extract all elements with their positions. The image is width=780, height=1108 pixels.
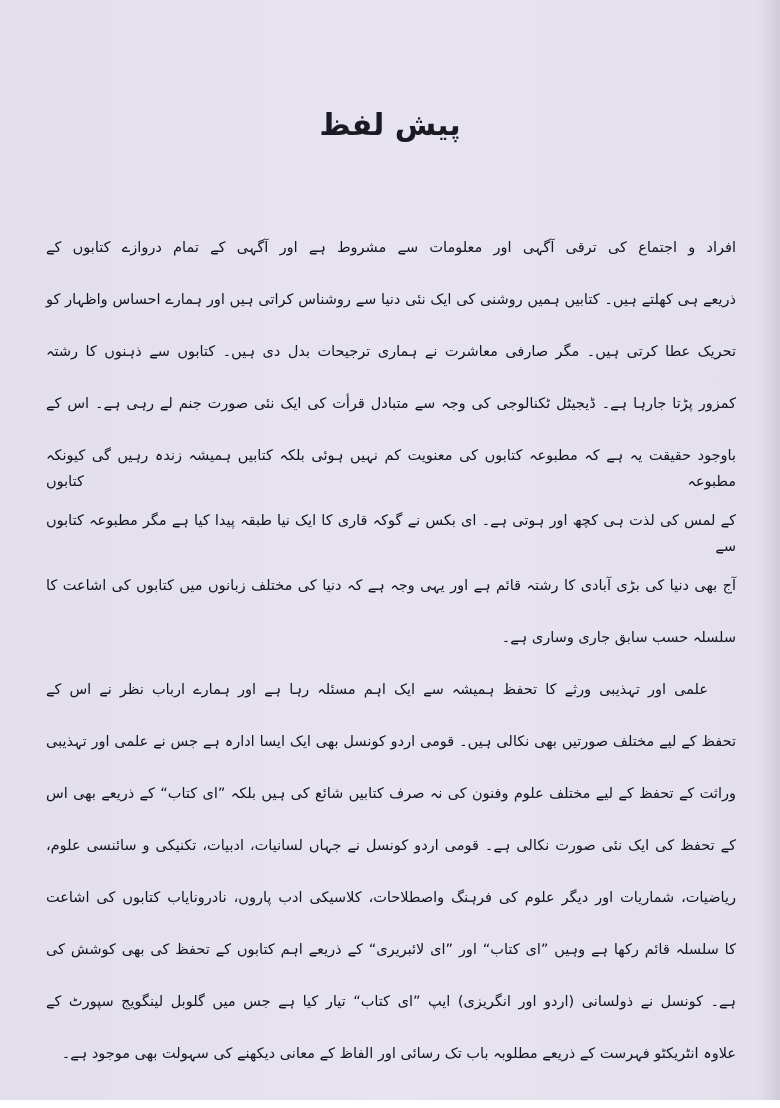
- text-line: افراد و اجتماع کی ترقی آگہی اور معلومات سے مشروط ہے اور آگہی کے تمام دروازے کتابوں کے: [46, 240, 736, 256]
- text-line: باوجود حقیقت یہ ہے کہ مطبوعہ کتابوں کی معنویت کم نہیں ہوئی بلکہ کتابیں ہمیشہ زندہ رہیں گی کیونکہ مطبوعہ کتابوں: [46, 448, 736, 490]
- page-title: پیش لفظ: [319, 108, 461, 143]
- text-line: سلسلہ حسب سابق جاری وساری ہے۔: [501, 630, 736, 646]
- text-line: تحریک عطا کرتی ہیں۔ مگر صارفی معاشرت نے ہماری ترجیحات بدل دی ہیں۔ کتابوں سے ذہنوں کا رشتہ: [46, 344, 736, 360]
- text-line: ریاضیات، شماریات اور دیگر علوم کی فرہنگ واصطلاحات، کلاسیکی ادب پاروں، نادرونایاب کتابوں کی اشاعت: [46, 890, 736, 906]
- text-line: علمی اور تہذیبی ورثے کا تحفظ ہمیشہ سے ایک اہم مسئلہ رہا ہے اور ہمارے ارباب نظر نے اس کے: [46, 682, 708, 698]
- text-line: کا سلسلہ قائم رکھا ہے وہیں ”ای کتاب“ اور ”ای لائبریری“ کے ذریعے اہم کتابوں کے تحفظ کی بھی کوشش کی: [46, 942, 736, 958]
- text-line: تحفظ کے لیے مختلف صورتیں بھی نکالی ہیں۔ قومی اردو کونسل بھی ایک ایسا ادارہ ہے جس نے علمی اور تہذیبی: [46, 734, 736, 750]
- preface-body: [46, 222, 736, 1080]
- text-line: علاوہ انٹریکٹو فہرست کے ذریعے مطلوبہ باب تک رسائی اور الفاظ کے معانی دیکھنے کی سہولت بھی موجود ہے۔: [61, 1046, 736, 1062]
- text-line: ذریعے ہی کھلتے ہیں۔ کتابیں ہمیں روشنی کی ایک نئی دنیا سے روشناس کراتی ہیں اور ہمارے احساس واظہار کو: [46, 292, 736, 308]
- text-line: ہے۔ کونسل نے ذولسانی (اردو اور انگریزی) ایپ ”ای کتاب“ تیار کیا ہے جس میں گلوبل لینگویج سپورٹ کے: [46, 994, 736, 1010]
- text-line: کے تحفظ کی ایک نئی صورت نکالی ہے۔ قومی اردو کونسل نے جہاں لسانیات، ادبیات، تکنیکی و سائنسی علوم،: [46, 838, 736, 854]
- text-line: کے لمس کی لذت ہی کچھ اور ہوتی ہے۔ ای بکس نے گوکہ قاری کا ایک نیا طبقہ پیدا کیا ہے مگر مطبوعہ کتابوں سے: [46, 513, 736, 555]
- text-line: آج بھی دنیا کی بڑی آبادی کا رشتہ قائم ہے اور یہی وجہ ہے کہ دنیا کی مختلف زبانوں میں کتابوں کی اشاعت کا: [46, 578, 736, 594]
- text-line: وراثت کے تحفظ کے لیے مختلف علوم وفنون کی نہ صرف کتابیں شائع کی ہیں بلکہ ”ای کتاب“ کے ذریعے بھی اس: [46, 786, 736, 802]
- text-line: کمزور پڑتا جارہا ہے۔ ڈیجیٹل ٹکنالوجی کی وجہ سے متبادل قرأت کی ایک نئی صورت جنم لے رہی ہے۔ اس کے: [46, 396, 736, 412]
